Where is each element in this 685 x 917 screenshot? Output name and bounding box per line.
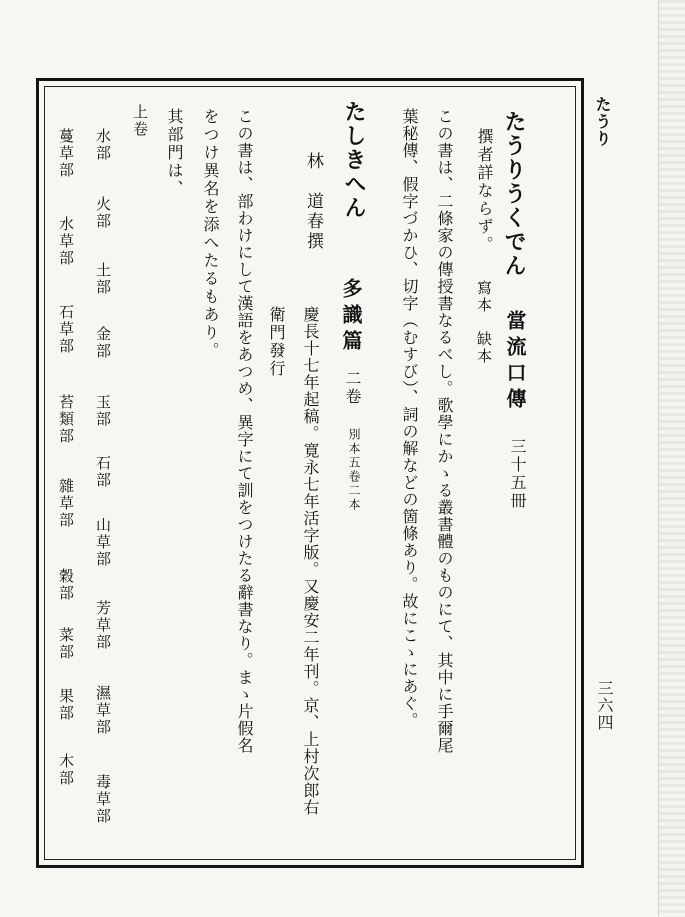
radical-item: 玉部 [94,394,112,428]
radical-item: 火部 [94,196,112,230]
page-number: 三六四 [595,680,614,731]
entry-volumes: 三十五冊 [508,438,527,510]
entry-subtitle-toryukuden: 當流口傳 [503,310,527,414]
radical-item: 蔓草部 [57,128,75,179]
radical-item: 石部 [94,455,112,489]
entry-description-line: この書は、部わけにして漢語をあつめ、異字にて訓をつけたる辭書なり。まゝ片假名 [235,108,254,754]
entry-alt-volumes: 別本五卷二本 [347,428,361,512]
entry-title-tashikihen: たしきへん [341,100,367,220]
radical-item: 濕草部 [94,685,112,736]
radical-item: 水部 [94,128,112,162]
radical-item: 毒草部 [94,774,112,825]
entry-author: 林 道春撰 [303,152,323,252]
radical-item: 苔類部 [57,394,75,445]
entry-publication-line: 慶長十七年起稿。寛永七年活字版。又慶安二年刊。京、上村次郎右 [301,306,320,816]
running-header: たうり [593,96,612,147]
radical-item: 芳草部 [94,600,112,651]
entry-author-line: 撰者詳ならず。 [475,128,494,254]
entry-subtitle-tashikihen: 多識篇 [339,278,363,356]
entry-title-taririkuden: たうりうくでん [501,110,527,278]
entry-description-line: をつけ異名を添へたるもあり。 [201,108,220,360]
radical-item: 穀部 [57,568,75,602]
entry-publication-line-cont: 衛門發行 [267,306,286,378]
entry-description-line: 其部門は、 [165,108,184,198]
radical-item: 石草部 [57,304,75,355]
section-label-upper-volume: 上卷 [131,104,149,138]
entry-volumes: 二卷 [343,370,362,406]
entry-description-line: 葉秘傳、假字づかひ、切字（むすび）、詞の解などの箇條あり。故にこゝにあぐ。 [400,108,419,729]
radical-item: 土部 [94,262,112,296]
radical-item: 金部 [94,326,112,360]
radical-item: 水草部 [57,216,75,267]
radical-item: 山草部 [94,517,112,568]
page-edge [658,0,685,917]
radical-item: 木部 [57,753,75,787]
radical-item: 果部 [57,688,75,722]
entry-description-line: この書は、二條家の傳授書なるべし。歌學にかゝる叢書體のものにて、其中に手爾尾 [435,108,454,754]
radical-item: 菜部 [57,627,75,661]
radical-item: 雜草部 [57,478,75,529]
entry-copy-status: 寫本 缺本 [475,280,493,365]
